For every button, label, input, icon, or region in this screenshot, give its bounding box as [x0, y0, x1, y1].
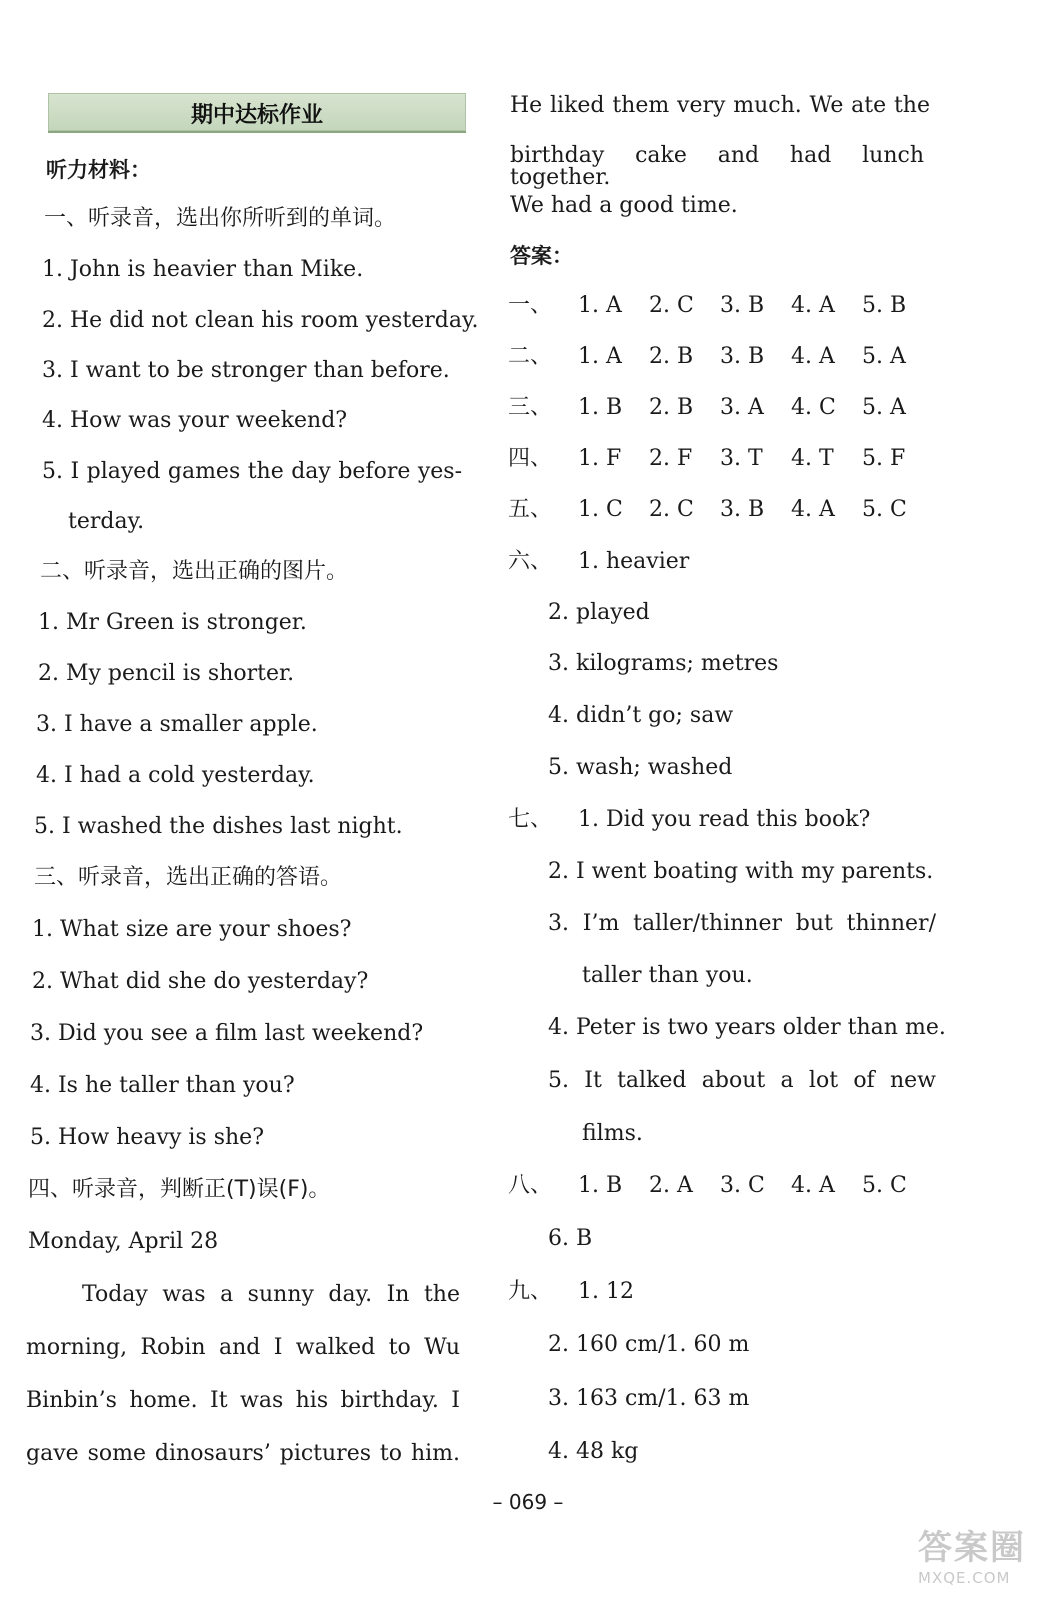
answer-cell: 4. T	[791, 446, 834, 471]
passage-cont-2: birthday cake and had lunch together.	[510, 143, 924, 190]
answer-row-label: 五、	[508, 497, 553, 522]
answer-7-label: 七、	[508, 807, 553, 832]
answer-7-item-5-cont: films.	[582, 1121, 643, 1146]
answer-7-item-2: 2. I went boating with my parents.	[548, 859, 934, 884]
answer-cell: 3. B	[720, 497, 765, 522]
page-title: 期中达标作业	[190, 103, 323, 128]
answer-9-item-3: 3. 163 cm/1. 63 m	[548, 1386, 750, 1411]
watermark-logo	[918, 1520, 1038, 1590]
answer-cell: 1. F	[578, 446, 622, 471]
answer-9-item-1: 1. 12	[578, 1279, 634, 1304]
answer-cell: 2. B	[649, 344, 694, 369]
answer-cell: 3. B	[720, 293, 765, 318]
answer-cell: 1. A	[578, 344, 622, 369]
answer-cell: 1. C	[578, 497, 623, 522]
answer-7-item-5: 5. It talked about a lot of new	[548, 1068, 936, 1093]
answer-7-item-3: 3. I’m taller/thinner but thinner/	[548, 911, 936, 936]
answer-cell: 2. C	[649, 497, 694, 522]
answer-cell: 5. B	[862, 293, 907, 318]
answer-cell: 1. B	[578, 395, 623, 420]
answer-row-label: 一、	[508, 293, 553, 318]
passage-cont-1: He liked them very much. We ate the	[510, 93, 930, 118]
passage-cont-3: We had a good time.	[510, 193, 738, 218]
answer-row-8	[508, 1175, 933, 1197]
answer-cell: 4. A	[791, 293, 835, 318]
answer-6-label: 六、	[508, 549, 553, 574]
page-number: – 069 –	[492, 1490, 564, 1514]
answer-row-3	[508, 397, 933, 419]
s1-item-1: 1. John is heavier than Mike.	[42, 257, 364, 282]
answer-6-item-5: 5. wash; washed	[548, 755, 733, 780]
s2-item-1: 1. Mr Green is stronger.	[38, 610, 307, 635]
passage-line-2: morning, Robin and I walked to Wu	[26, 1335, 460, 1360]
answer-cell: 5. C	[862, 1173, 907, 1198]
section-3-title: 三、听录音，选出正确的答语。	[34, 865, 343, 890]
passage-line-3: Binbin’s home. It was his birthday. I	[26, 1388, 460, 1413]
answer-cell: 3. C	[720, 1173, 765, 1198]
answer-cell: 4. A	[791, 344, 835, 369]
watermark-url: MXQE.COM	[918, 1569, 1011, 1587]
answer-7-item-1: 1. Did you read this book?	[578, 807, 871, 832]
answer-6-item-1: 1. heavier	[578, 549, 690, 574]
s2-item-4: 4. I had a cold yesterday.	[36, 763, 315, 788]
answer-row-5	[508, 499, 933, 521]
s3-item-1: 1. What size are your shoes?	[32, 917, 352, 942]
s1-item-2: 2. He did not clean his room yesterday.	[42, 308, 479, 333]
section-1-title: 一、听录音，选出你所听到的单词。	[44, 206, 397, 231]
answer-cell: 4. A	[791, 1173, 835, 1198]
passage-date: Monday, April 28	[28, 1229, 219, 1254]
answer-9-item-4: 4. 48 kg	[548, 1439, 639, 1464]
answer-cell: 5. F	[862, 446, 906, 471]
listening-heading: 听力材料：	[46, 158, 151, 182]
answer-cell: 5. A	[862, 395, 906, 420]
answer-7-item-4: 4. Peter is two years older than me.	[548, 1015, 946, 1040]
answer-cell: 2. A	[649, 1173, 693, 1198]
answer-7-item-3-cont: taller than you.	[582, 963, 753, 988]
answer-cell: 3. A	[720, 395, 764, 420]
answer-cell: 2. F	[649, 446, 693, 471]
s2-item-5: 5. I washed the dishes last night.	[34, 814, 403, 839]
answer-cell: 5. A	[862, 344, 906, 369]
answer-6-item-3: 3. kilograms; metres	[548, 651, 779, 676]
answer-row-4	[508, 448, 933, 470]
answer-cell: 5. C	[862, 497, 907, 522]
section-4-title: 四、听录音，判断正(T)误(F)。	[28, 1177, 331, 1202]
answer-cell: 2. B	[649, 395, 694, 420]
answer-9-label: 九、	[508, 1279, 553, 1304]
section-2-title: 二、听录音，选出正确的图片。	[40, 559, 349, 584]
answer-6-item-4: 4. didn’t go; saw	[548, 703, 734, 728]
answer-row-2	[508, 346, 933, 368]
answer-6-item-2: 2. played	[548, 600, 650, 625]
watermark-text: 答案圈	[918, 1528, 1026, 1568]
s1-item-5-cont: terday.	[68, 509, 145, 534]
answer-8-item-6: 6. B	[548, 1226, 593, 1251]
answer-cell: 4. C	[791, 395, 836, 420]
answer-row-1	[508, 295, 933, 317]
s1-item-5: 5. I played games the day before yes-	[42, 459, 462, 484]
answer-heading: 答案：	[510, 244, 573, 268]
s1-item-4: 4. How was your weekend?	[42, 408, 348, 433]
s2-item-3: 3. I have a smaller apple.	[36, 712, 318, 737]
answer-cell: 2. C	[649, 293, 694, 318]
s3-item-3: 3. Did you see a film last weekend?	[30, 1021, 424, 1046]
passage-line-4: gave some dinosaurs’ pictures to him.	[26, 1441, 460, 1466]
s3-item-2: 2. What did she do yesterday?	[32, 969, 369, 994]
s2-item-2: 2. My pencil is shorter.	[38, 661, 295, 686]
answer-cell: 1. A	[578, 293, 622, 318]
answer-row-label: 八、	[508, 1173, 553, 1198]
answer-cell: 4. A	[791, 497, 835, 522]
s1-item-3: 3. I want to be stronger than before.	[42, 358, 450, 383]
answer-row-label: 二、	[508, 344, 553, 369]
answer-cell: 1. B	[578, 1173, 623, 1198]
title-banner	[48, 93, 466, 133]
passage-line-1: Today was a sunny day. In the	[82, 1282, 460, 1307]
s3-item-4: 4. Is he taller than you?	[30, 1073, 295, 1098]
answer-9-item-2: 2. 160 cm/1. 60 m	[548, 1332, 750, 1357]
answer-cell: 3. T	[720, 446, 763, 471]
answer-row-label: 三、	[508, 395, 553, 420]
answer-row-label: 四、	[508, 446, 553, 471]
s3-item-5: 5. How heavy is she?	[30, 1125, 264, 1150]
answer-cell: 3. B	[720, 344, 765, 369]
